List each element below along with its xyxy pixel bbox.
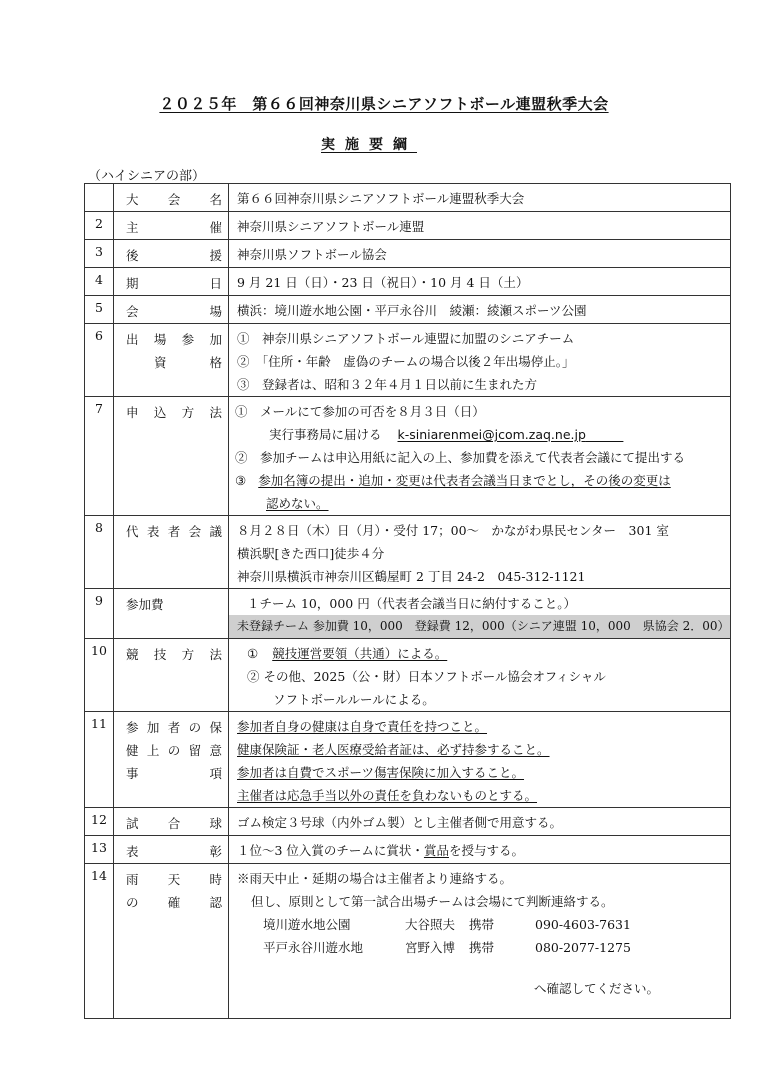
- row-label: 参加者の保 健上の留意 事項: [114, 712, 229, 808]
- table-row: [85, 212, 731, 240]
- contact-row: 平戸永谷川遊水地 宮野入博 携帯 080-2077-1275: [263, 940, 631, 955]
- outline-table: [84, 183, 731, 1019]
- row-number: 12: [85, 808, 114, 836]
- table-row: [85, 836, 731, 864]
- table-row: [85, 240, 731, 268]
- table-row: [85, 639, 731, 712]
- row-value: ① メールにて参加の可否を８月３日（日） 実行事務局に届ける k-siniarenmei@jcom.zaq.ne.jp ② 参加チームは申込用紙に記入の上、参加費を添えて代表者会議にて提出する ③ 参加名簿の提出・追加・変更は代表者会議当日までとし，その後の変更は 認めない。: [229, 397, 731, 516]
- row-value: ① 神奈川県シニアソフトボール連盟に加盟のシニアチーム ② 「住所・年齢 虚偽のチームの場合以後２年出場停止。」 ③ 登録者は、昭和３２年４月１日以前に生まれた方: [229, 324, 731, 397]
- table-row: [85, 184, 731, 212]
- section-label: （ハイシニアの部）: [88, 169, 206, 184]
- row-value: ※雨天中止・延期の場合は主催者より連絡する。 但し、原則として第一試合出場チームは会場にて判断連絡する。 境川遊水地公園 大谷照夫 携帯 090-4603-7631 平戸永谷川遊水地 宮野入博 携帯 080-2077-1275 へ確認してください。: [229, 864, 731, 1019]
- table-row: [85, 296, 731, 324]
- document-subtitle: 実施要綱: [321, 137, 417, 153]
- row-number: 7: [85, 397, 114, 516]
- row-number: 2: [85, 212, 114, 240]
- row-number: 3: [85, 240, 114, 268]
- unregistered-fee-note: 未登録チーム 参加費 10，000 登録費 12，000（シニア連盟 10，000 県協会 2．00）: [229, 615, 730, 638]
- row-label: 期日: [114, 268, 229, 296]
- table-row: [85, 808, 731, 836]
- table-row: [85, 268, 731, 296]
- row-label: 参加費: [114, 589, 229, 639]
- row-label: 主催: [114, 212, 229, 240]
- row-value: ゴム検定３号球（内外ゴム製）とし主催者側で用意する。: [229, 808, 731, 836]
- table-row: [85, 864, 731, 1019]
- row-number: 9: [85, 589, 114, 639]
- row-value: 神奈川県シニアソフトボール連盟: [229, 212, 731, 240]
- row-value: 横浜：境川遊水地公園・平戸永谷川 綾瀬：綾瀬スポーツ公園: [229, 296, 731, 324]
- row-label: 出場参加 資格: [114, 324, 229, 397]
- row-value: 第６６回神奈川県シニアソフトボール連盟秋季大会: [229, 184, 731, 212]
- email-address[interactable]: k-siniarenmei@jcom.zaq.ne.jp: [397, 427, 586, 442]
- row-label: 表彰: [114, 836, 229, 864]
- row-value: 参加者自身の健康は自身で責任を持つこと。 健康保険証・老人医療受給者証は、必ず持参すること。 参加者は自費でスポーツ傷害保険に加入すること。 主催者は応急手当以外の責任を負わないものとする。: [229, 712, 731, 808]
- row-value: １位～3 位入賞のチームに賞状・賞品を授与する。: [229, 836, 731, 864]
- row-label: 大会名: [114, 184, 229, 212]
- row-label: 会場: [114, 296, 229, 324]
- row-value: １チーム 10，000 円（代表者会議当日に納付すること。） 未登録チーム 参加費 10，000 登録費 12，000（シニア連盟 10，000 県協会 2．00）: [229, 589, 731, 639]
- row-number: 8: [85, 516, 114, 589]
- row-number: 4: [85, 268, 114, 296]
- closing-note: へ確認してください。: [534, 981, 660, 996]
- table-row: [85, 516, 731, 589]
- row-number: 10: [85, 639, 114, 712]
- row-number: 13: [85, 836, 114, 864]
- row-label: 競技方法: [114, 639, 229, 712]
- row-number: 6: [85, 324, 114, 397]
- table-row: [85, 589, 731, 639]
- row-label: 申込方法: [114, 397, 229, 516]
- table-row: [85, 324, 731, 397]
- row-value: 9 月 21 日（日）・23 日（祝日）・10 月 4 日（土）: [229, 268, 731, 296]
- row-label: 試合球: [114, 808, 229, 836]
- row-value: ８月２８日（木）日（月）・受付 17；00～ かながわ県民センター 301 室 横浜駅[きた西口]徒歩４分 神奈川県横浜市神奈川区鶴屋町 2 丁目 24-2 045-312-1121: [229, 516, 731, 589]
- row-number: 5: [85, 296, 114, 324]
- row-value: 神奈川県ソフトボール協会: [229, 240, 731, 268]
- row-value: ① 競技運営要領（共通）による。 ② その他、2025（公・財）日本ソフトボール協会オフィシャル ソフトボールルールによる。: [229, 639, 731, 712]
- row-label: 雨天時 の確認: [114, 864, 229, 1019]
- table-row: [85, 397, 731, 516]
- row-number: 14: [85, 864, 114, 1019]
- row-number: [85, 184, 114, 212]
- contact-row: 境川遊水地公園 大谷照夫 携帯 090-4603-7631: [263, 917, 631, 932]
- table-row: [85, 712, 731, 808]
- row-number: 11: [85, 712, 114, 808]
- document-title: ２０２５年 第６６回神奈川県シニアソフトボール連盟秋季大会: [159, 95, 609, 113]
- row-label: 代表者会議: [114, 516, 229, 589]
- row-label: 後援: [114, 240, 229, 268]
